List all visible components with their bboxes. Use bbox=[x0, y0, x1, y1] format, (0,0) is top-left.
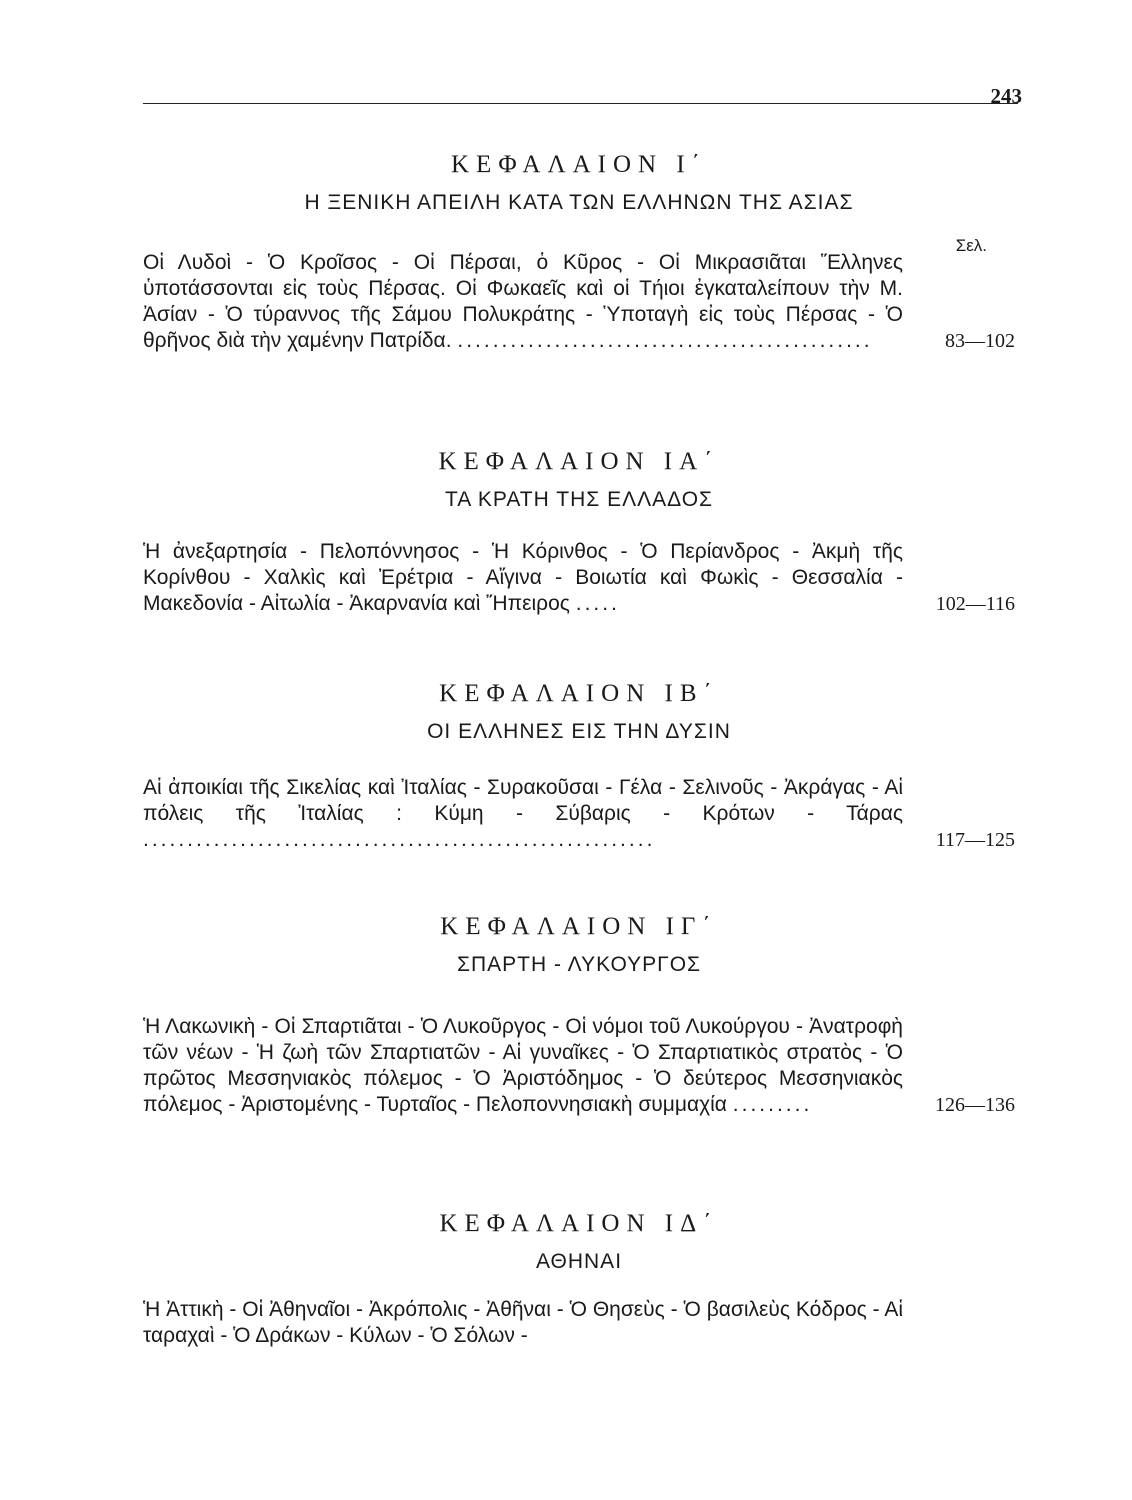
toc-entry bbox=[143, 250, 1015, 354]
dot-leader: ......... bbox=[732, 1093, 813, 1116]
dot-leader: .......................................................... bbox=[143, 828, 656, 851]
dot-leader: ............................................... bbox=[457, 329, 873, 352]
chapter-title: ΤΑ ΚΡΑΤΗ ΤΗΣ ΕΛΛΑΔΟΣ bbox=[444, 488, 714, 511]
chapter-heading: ΚΕΦΑΛΑΙΟΝ ΙΒ΄ bbox=[439, 680, 719, 707]
dot-leader: ..... bbox=[575, 592, 620, 615]
entry-description: Ἡ Λακωνικὴ - Οἱ Σπαρτιᾶται - Ὁ Λυκοῦργος - Οἱ νόμοι τοῦ Λυκούργου - Ἀνατροφὴ τῶν νέων - Ἡ ζωὴ τῶν Σπαρτιατῶν - Αἱ γυναῖκες - Ὁ Σπαρτιατικὸς στρατὸς - Ὁ πρῶτος Μεσσηνιακὸς πόλεμος - Ὁ Ἀριστόδημος - Ὁ δεύτερος Μεσσηνιακὸς πόλεμος - Ἀριστομένης - Τυρταῖος - Πελοποννησιακὴ συμμαχία bbox=[143, 1015, 903, 1116]
chapter-10 bbox=[143, 150, 1015, 354]
chapter-heading: ΚΕΦΑΛΑΙΟΝ ΙΔ΄ bbox=[439, 1210, 719, 1237]
page-range: 117—125 bbox=[935, 829, 1015, 851]
entry-description: Αἱ ἀποικίαι τῆς Σικελίας καὶ Ἰταλίας - Συρακοῦσαι - Γέλα - Σελινοῦς - Ἀκράγας - Αἱ πόλεις τῆς Ἰταλίας : Κύμη - Σύβαρις - Κρότων - Τάρας bbox=[143, 776, 903, 825]
chapter-heading: ΚΕΦΑΛΑΙΟΝ Ι΄ bbox=[451, 151, 707, 178]
chapter-heading: ΚΕΦΑΛΑΙΟΝ ΙΑ΄ bbox=[438, 448, 720, 475]
entry-text bbox=[143, 539, 903, 617]
entry-description: Ἡ Ἀττικὴ - Οἱ Ἀθηναῖοι - Ἀκρόπολις - Ἀθῆναι - Ὁ Θησεὺς - Ὁ βασιλεὺς Κόδρος - Αἱ ταραχαὶ - Ὁ Δράκων - Κύλων - Ὁ Σόλων - bbox=[143, 1298, 903, 1347]
chapter-13 bbox=[143, 912, 1015, 1118]
toc-entry bbox=[143, 1297, 1015, 1349]
chapter-title: ΣΠΑΡΤΗ - ΛΥΚΟΥΡΓΟΣ bbox=[456, 953, 702, 976]
entry-text bbox=[143, 1014, 903, 1118]
entry-description: Ἡ ἀνεξαρτησία - Πελοπόννησος - Ἡ Κόρινθος - Ὁ Περίανδρος - Ἀκμὴ τῆς Κορίνθου - Χαλκὶς καὶ Ἐρέτρια - Αἴγινα - Βοιωτία καὶ Φωκὶς - Θεσσαλία - Μακεδονία - Αἰτωλία - Ἀκαρνανία καὶ Ἤπειρος bbox=[143, 540, 903, 615]
page-range: 102—116 bbox=[935, 593, 1015, 615]
chapter-title: Η ΞΕΝΙΚΗ ΑΠΕΙΛΗ ΚΑΤΑ ΤΩΝ ΕΛΛΗΝΩΝ ΤΗΣ ΑΣΙΑΣ bbox=[304, 191, 854, 214]
chapter-12 bbox=[143, 679, 1015, 853]
page-range: 83—102 bbox=[945, 330, 1015, 352]
entry-description: Οἱ Λυδοὶ - Ὁ Κροῖσος - Οἱ Πέρσαι, ὁ Κῦρος - Οἱ Μικρασιᾶται Ἕλληνες ὑποτάσσονται εἰς τοὺς Πέρσας. Οἱ Φωκαεῖς καὶ οἱ Τήιοι ἐγκαταλείπουν τὴν Μ. Ἀσίαν - Ὁ τύραννος τῆς Σάμου Πολυκράτης - Ὑποταγὴ εἰς τοὺς Πέρσας - Ὁ θρῆνος διὰ τὴν χαμένην Πατρίδα. bbox=[143, 251, 903, 352]
header-rule bbox=[143, 103, 1018, 104]
chapter-11 bbox=[143, 447, 1015, 617]
chapter-title: ΟΙ ΕΛΛΗΝΕΣ ΕΙΣ ΤΗΝ ΔΥΣΙΝ bbox=[427, 720, 731, 743]
toc-entry bbox=[143, 1014, 1015, 1118]
toc-entry bbox=[143, 539, 1015, 617]
entry-text bbox=[143, 775, 903, 853]
chapter-title: ΑΘΗΝΑΙ bbox=[535, 1250, 623, 1273]
toc-entry bbox=[143, 775, 1015, 853]
chapter-14 bbox=[143, 1209, 1015, 1349]
entry-text bbox=[143, 250, 903, 354]
page-number: 243 bbox=[990, 84, 1022, 108]
chapter-heading: ΚΕΦΑΛΑΙΟΝ ΙΓ΄ bbox=[440, 913, 718, 940]
entry-text bbox=[143, 1297, 903, 1349]
page-range: 126—136 bbox=[935, 1094, 1015, 1116]
page-column-label: Σελ. bbox=[955, 236, 987, 255]
